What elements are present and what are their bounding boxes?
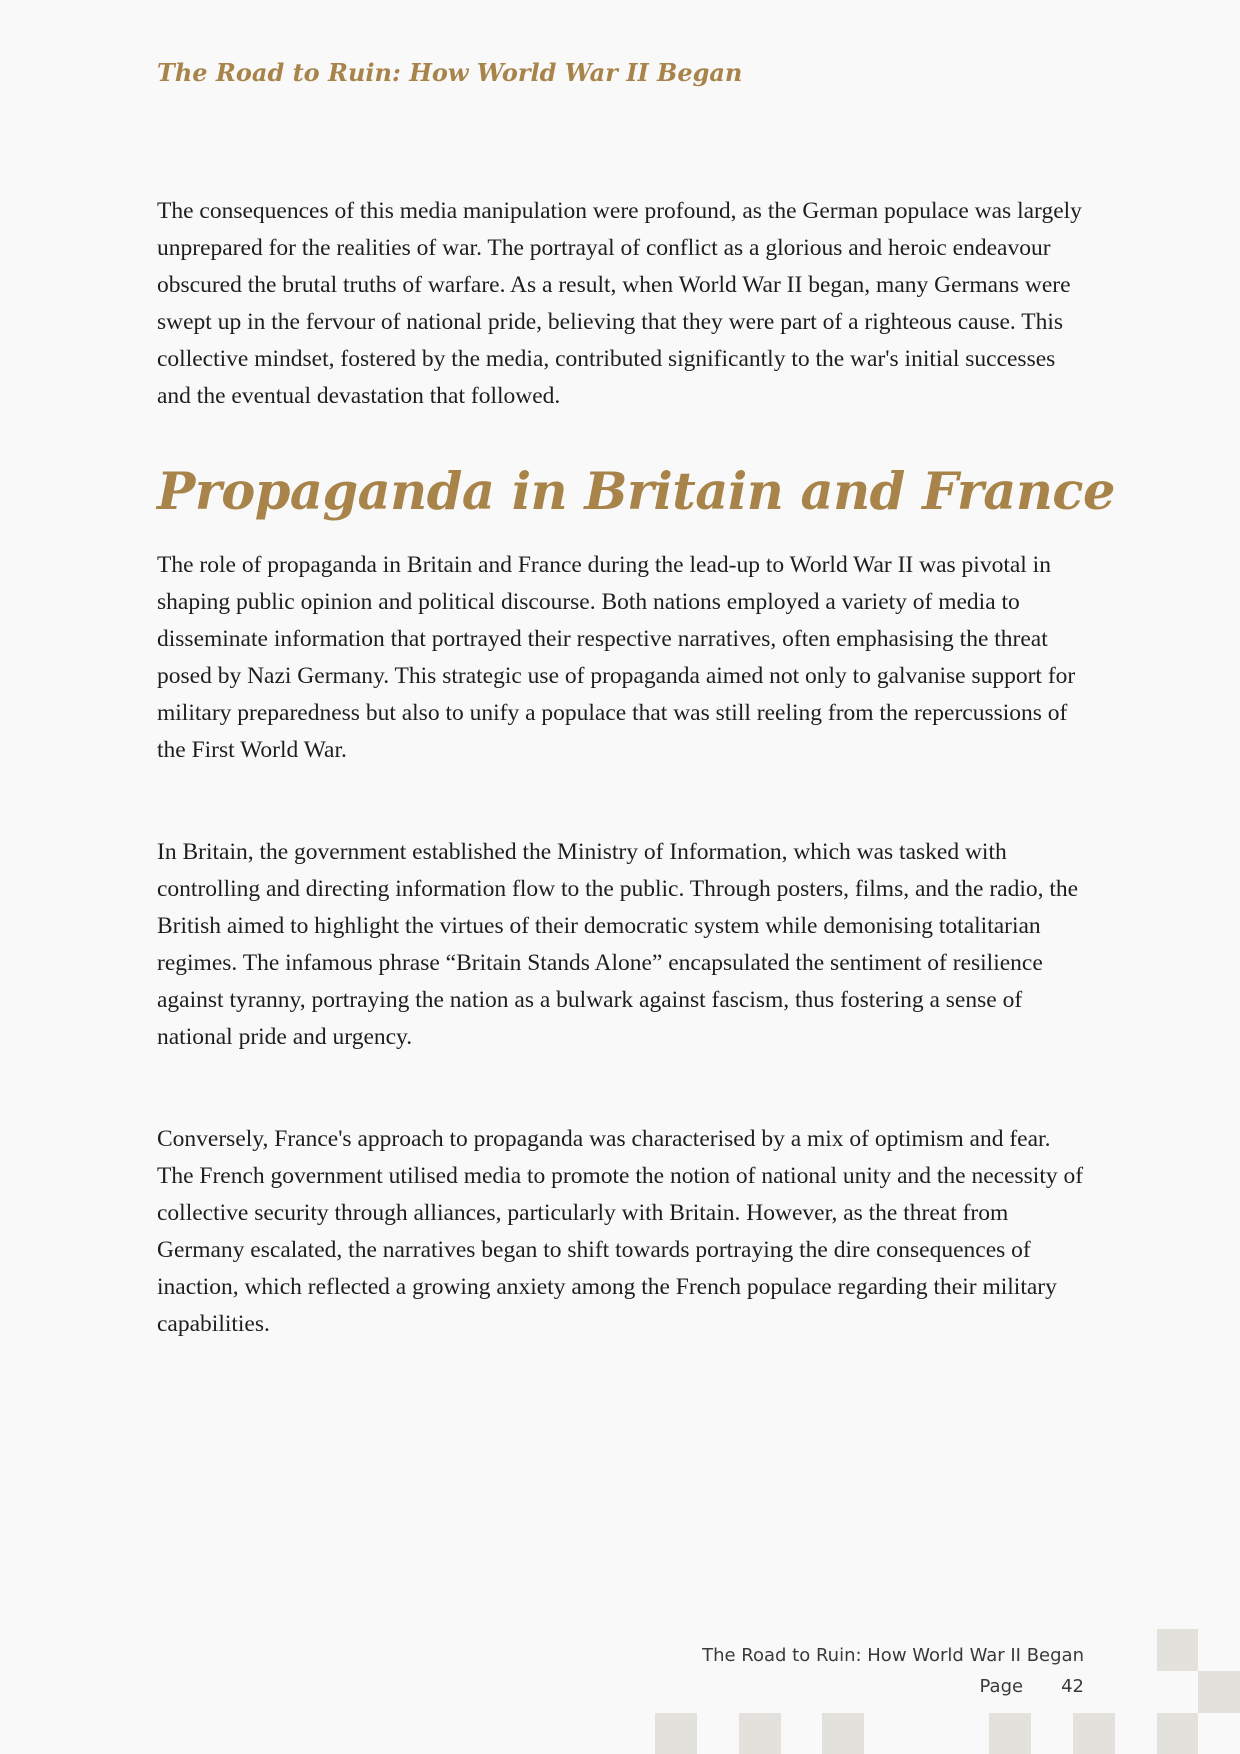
decorative-square <box>1157 1713 1198 1754</box>
decorative-square <box>739 1713 781 1754</box>
decorative-square <box>1073 1713 1115 1754</box>
paragraph: The consequences of this media manipulation were profound, as the German populace was largely unprepared for the realities of war. The portrayal of conflict as a glorious and heroic endeavour obscured the brutal truths of warfare. As a result, when World War II began, many Germans were swept up in the fervour of national pride, believing that they were part of a righteous cause. This collective mindset, fostered by the media, contributed significantly to the war's initial successes and the eventual devastation that followed. <box>157 198 1082 409</box>
footer-book-title: The Road to Ruin: How World War II Began <box>702 1645 1084 1666</box>
decorative-square <box>822 1713 864 1754</box>
paragraph: Conversely, France's approach to propaganda was characterised by a mix of optimism and fear. The French government utilised media to promote the notion of national unity and the necessity of collective security through alliances, particularly with Britain. However, as the threat from Germany escalated, the narratives began to shift towards portraying the dire consequences of inaction, which reflected a growing anxiety among the French populace regarding their military capabilities. <box>157 1126 1084 1337</box>
section-heading: Propaganda in Britain and France <box>157 462 1115 522</box>
paragraph: The role of propaganda in Britain and France during the lead-up to World War II was pivotal in shaping public opinion and political discourse. Both nations employed a variety of media to disseminate information that portrayed their respective narratives, often emphasising the threat posed by Nazi Germany. This strategic use of propaganda aimed not only to galvanise support for military preparedness but also to unify a populace that was still reeling from the repercussions of the First World War. <box>157 552 1076 763</box>
footer-page-line <box>702 1671 1084 1702</box>
paragraph: In Britain, the government established the Ministry of Information, which was tasked with controlling and directing information flow to the public. Through posters, films, and the radio, the British aimed to highlight the virtues of their democratic system while demonising totalitarian regimes. The infamous phrase “Britain Stands Alone” encapsulated the sentiment of resilience against tyranny, portraying the nation as a bulwark against fascism, thus fostering a sense of national pride and urgency. <box>157 839 1079 1050</box>
decorative-square <box>989 1713 1031 1754</box>
decorative-square <box>655 1713 697 1754</box>
decorative-square <box>1157 1629 1198 1671</box>
footer-page-label: Page <box>979 1676 1024 1697</box>
main-content <box>157 193 1115 1343</box>
running-header: The Road to Ruin: How World War II Began <box>157 58 743 87</box>
decorative-square <box>1198 1671 1240 1713</box>
page-footer <box>702 1640 1084 1702</box>
page-number: 42 <box>1061 1676 1084 1697</box>
